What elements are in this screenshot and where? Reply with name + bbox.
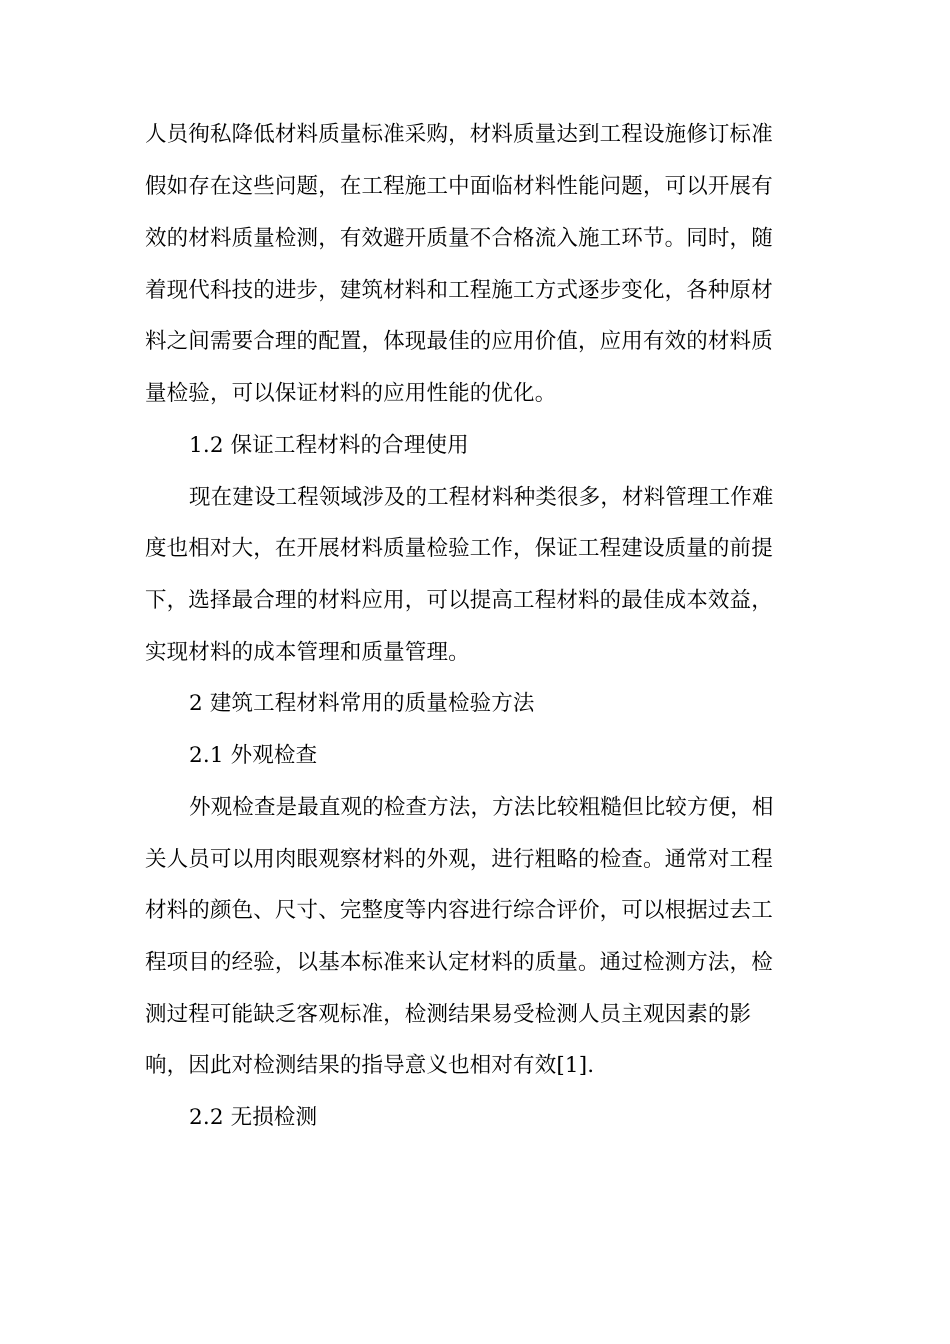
paragraph-line: 着现代科技的进步，建筑材料和工程施工方式逐步变化，各种原材 xyxy=(145,278,773,303)
paragraph-line: 材料的颜色、尺寸、完整度等内容进行综合评价，可以根据过去工 xyxy=(145,898,773,923)
paragraph-line: 实现材料的成本管理和质量管理。 xyxy=(145,640,470,665)
paragraph-line: 下，选择最合理的材料应用，可以提高工程材料的最佳成本效益， xyxy=(145,588,773,613)
section-heading: 2.1 外观检查 xyxy=(189,743,318,768)
paragraph-line: 人员徇私降低材料质量标准采购，材料质量达到工程设施修订标准 xyxy=(145,122,773,147)
paragraph-line: 现在建设工程领域涉及的工程材料种类很多，材料管理工作难 xyxy=(189,485,774,510)
paragraph-line: 响，因此对检测结果的指导意义也相对有效[1]. xyxy=(145,1053,595,1078)
paragraph-line: 假如存在这些问题，在工程施工中面临材料性能问题，可以开展有 xyxy=(145,174,773,199)
paragraph-line: 量检验，可以保证材料的应用性能的优化。 xyxy=(145,381,557,406)
paragraph-line: 效的材料质量检测，有效避开质量不合格流入施工环节。同时，随 xyxy=(145,226,773,251)
paragraph-line: 关人员可以用肉眼观察材料的外观，进行粗略的检查。通常对工程 xyxy=(145,847,773,872)
paragraph-line: 测过程可能缺乏客观标准，检测结果易受检测人员主观因素的影 xyxy=(145,1002,752,1027)
paragraph-line: 度也相对大，在开展材料质量检验工作，保证工程建设质量的前提 xyxy=(145,536,773,561)
section-heading: 2.2 无损检测 xyxy=(189,1105,318,1130)
paragraph-line: 料之间需要合理的配置，体现最佳的应用价值，应用有效的材料质 xyxy=(145,329,773,354)
paragraph-line: 外观检查是最直观的检查方法，方法比较粗糙但比较方便，相 xyxy=(189,795,774,820)
section-heading: 1.2 保证工程材料的合理使用 xyxy=(189,433,469,458)
section-heading: 2 建筑工程材料常用的质量检验方法 xyxy=(189,691,535,716)
paragraph-line: 程项目的经验，以基本标准来认定材料的质量。通过检测方法，检 xyxy=(145,950,773,975)
